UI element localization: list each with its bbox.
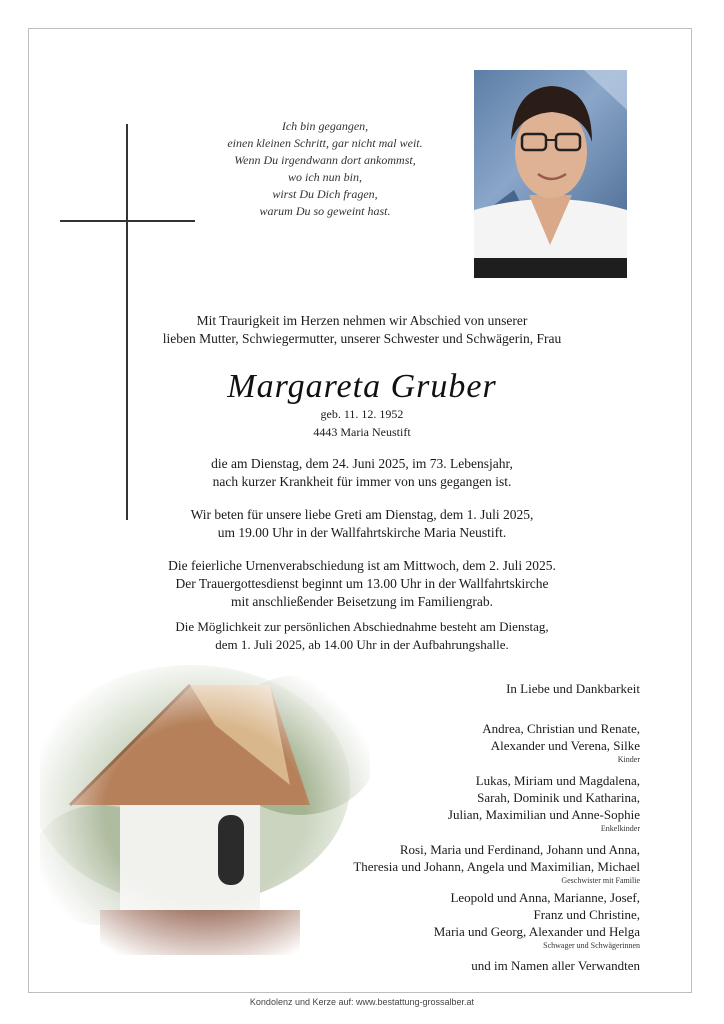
viewing-line: dem 1. Juli 2025, ab 14.00 Uhr in der Aufbahrungshalle. <box>215 637 509 652</box>
poem-line: warum Du so geweint hast. <box>259 204 391 218</box>
prayer-line: um 19.00 Uhr in der Wallfahrtskirche Maria Neustift. <box>217 525 507 540</box>
signature-line: Maria und Georg, Alexander und Helga <box>433 924 640 939</box>
signature-in-laws <box>434 889 640 952</box>
prayer-line: Wir beten für unsere liebe Greti am Dienstag, dem 1. Juli 2025, <box>190 507 534 522</box>
poem-line: Wenn Du irgendwann dort ankommst, <box>234 153 416 167</box>
signature-line: Julian, Maximilian und Anne-Sophie <box>447 807 640 822</box>
poem <box>195 118 455 220</box>
death-line: die am Dienstag, dem 24. Juni 2025, im 73. Lebensjahr, <box>211 456 513 471</box>
signature-line: Sarah, Dominik und Katharina, <box>477 790 640 805</box>
relation-label: Schwager und Schwägerinnen <box>543 941 640 950</box>
signature-heading: In Liebe und Dankbarkeit <box>506 681 640 696</box>
poem-line: wo ich nun bin, <box>288 170 362 184</box>
viewing-paragraph <box>60 618 664 654</box>
funeral-line: mit anschließender Beisetzung im Familiengrab. <box>230 594 494 609</box>
signature-children <box>482 720 640 766</box>
intro-text <box>60 312 664 348</box>
signature-line: Alexander und Verena, Silke <box>490 738 640 753</box>
relation-label: Enkelkinder <box>600 824 640 833</box>
poem-line: Ich bin gegangen, <box>281 119 369 133</box>
signature-siblings <box>353 841 640 887</box>
deceased-name: Margareta Gruber <box>227 368 497 405</box>
deceased-details <box>60 405 664 441</box>
intro-line: Mit Traurigkeit im Herzen nehmen wir Abschied von unserer <box>196 313 528 328</box>
death-line: nach kurzer Krankheit für immer von uns gegangen ist. <box>212 474 512 489</box>
prayer-paragraph <box>60 506 664 542</box>
signature-line: Leopold und Anna, Marianne, Josef, <box>450 890 640 905</box>
signature-line: Franz und Christine, <box>533 907 640 922</box>
signature-line: Theresia und Johann, Angela und Maximilian, Michael <box>353 859 640 874</box>
signature-line: Andrea, Christian und Renate, <box>482 721 640 736</box>
funeral-paragraph <box>60 557 664 611</box>
signature-line: Lukas, Miriam und Magdalena, <box>475 773 640 788</box>
death-paragraph <box>60 455 664 491</box>
poem-line: wirst Du Dich fragen, <box>272 187 378 201</box>
signature-closing: und im Namen aller Verwandten <box>471 958 640 973</box>
funeral-line: Die feierliche Urnenverabschiedung ist am Mittwoch, dem 2. Juli 2025. <box>168 558 556 573</box>
cross-horizontal <box>60 220 195 222</box>
residence: 4443 Maria Neustift <box>313 425 411 439</box>
chapel-image <box>40 665 370 960</box>
funeral-line: Der Trauergottesdienst beginnt um 13.00 Uhr in der Wallfahrtskirche <box>175 576 549 591</box>
poem-line: einen kleinen Schritt, gar nicht mal weit. <box>227 136 423 150</box>
portrait-photo <box>474 70 627 278</box>
signature-grandchildren <box>448 772 640 835</box>
viewing-line: Die Möglichkeit zur persönlichen Abschiednahme besteht am Dienstag, <box>175 619 549 634</box>
birth-date: geb. 11. 12. 1952 <box>320 407 404 421</box>
relation-label: Kinder <box>617 755 640 764</box>
intro-line: lieben Mutter, Schwiegermutter, unserer Schwester und Schwägerin, Frau <box>162 331 562 346</box>
signature-line: Rosi, Maria und Ferdinand, Johann und Anna, <box>399 842 640 857</box>
footer-condolence-link[interactable]: Kondolenz und Kerze auf: www.bestattung-grossalber.at <box>249 997 475 1007</box>
relation-label: Geschwister mit Familie <box>561 876 640 885</box>
